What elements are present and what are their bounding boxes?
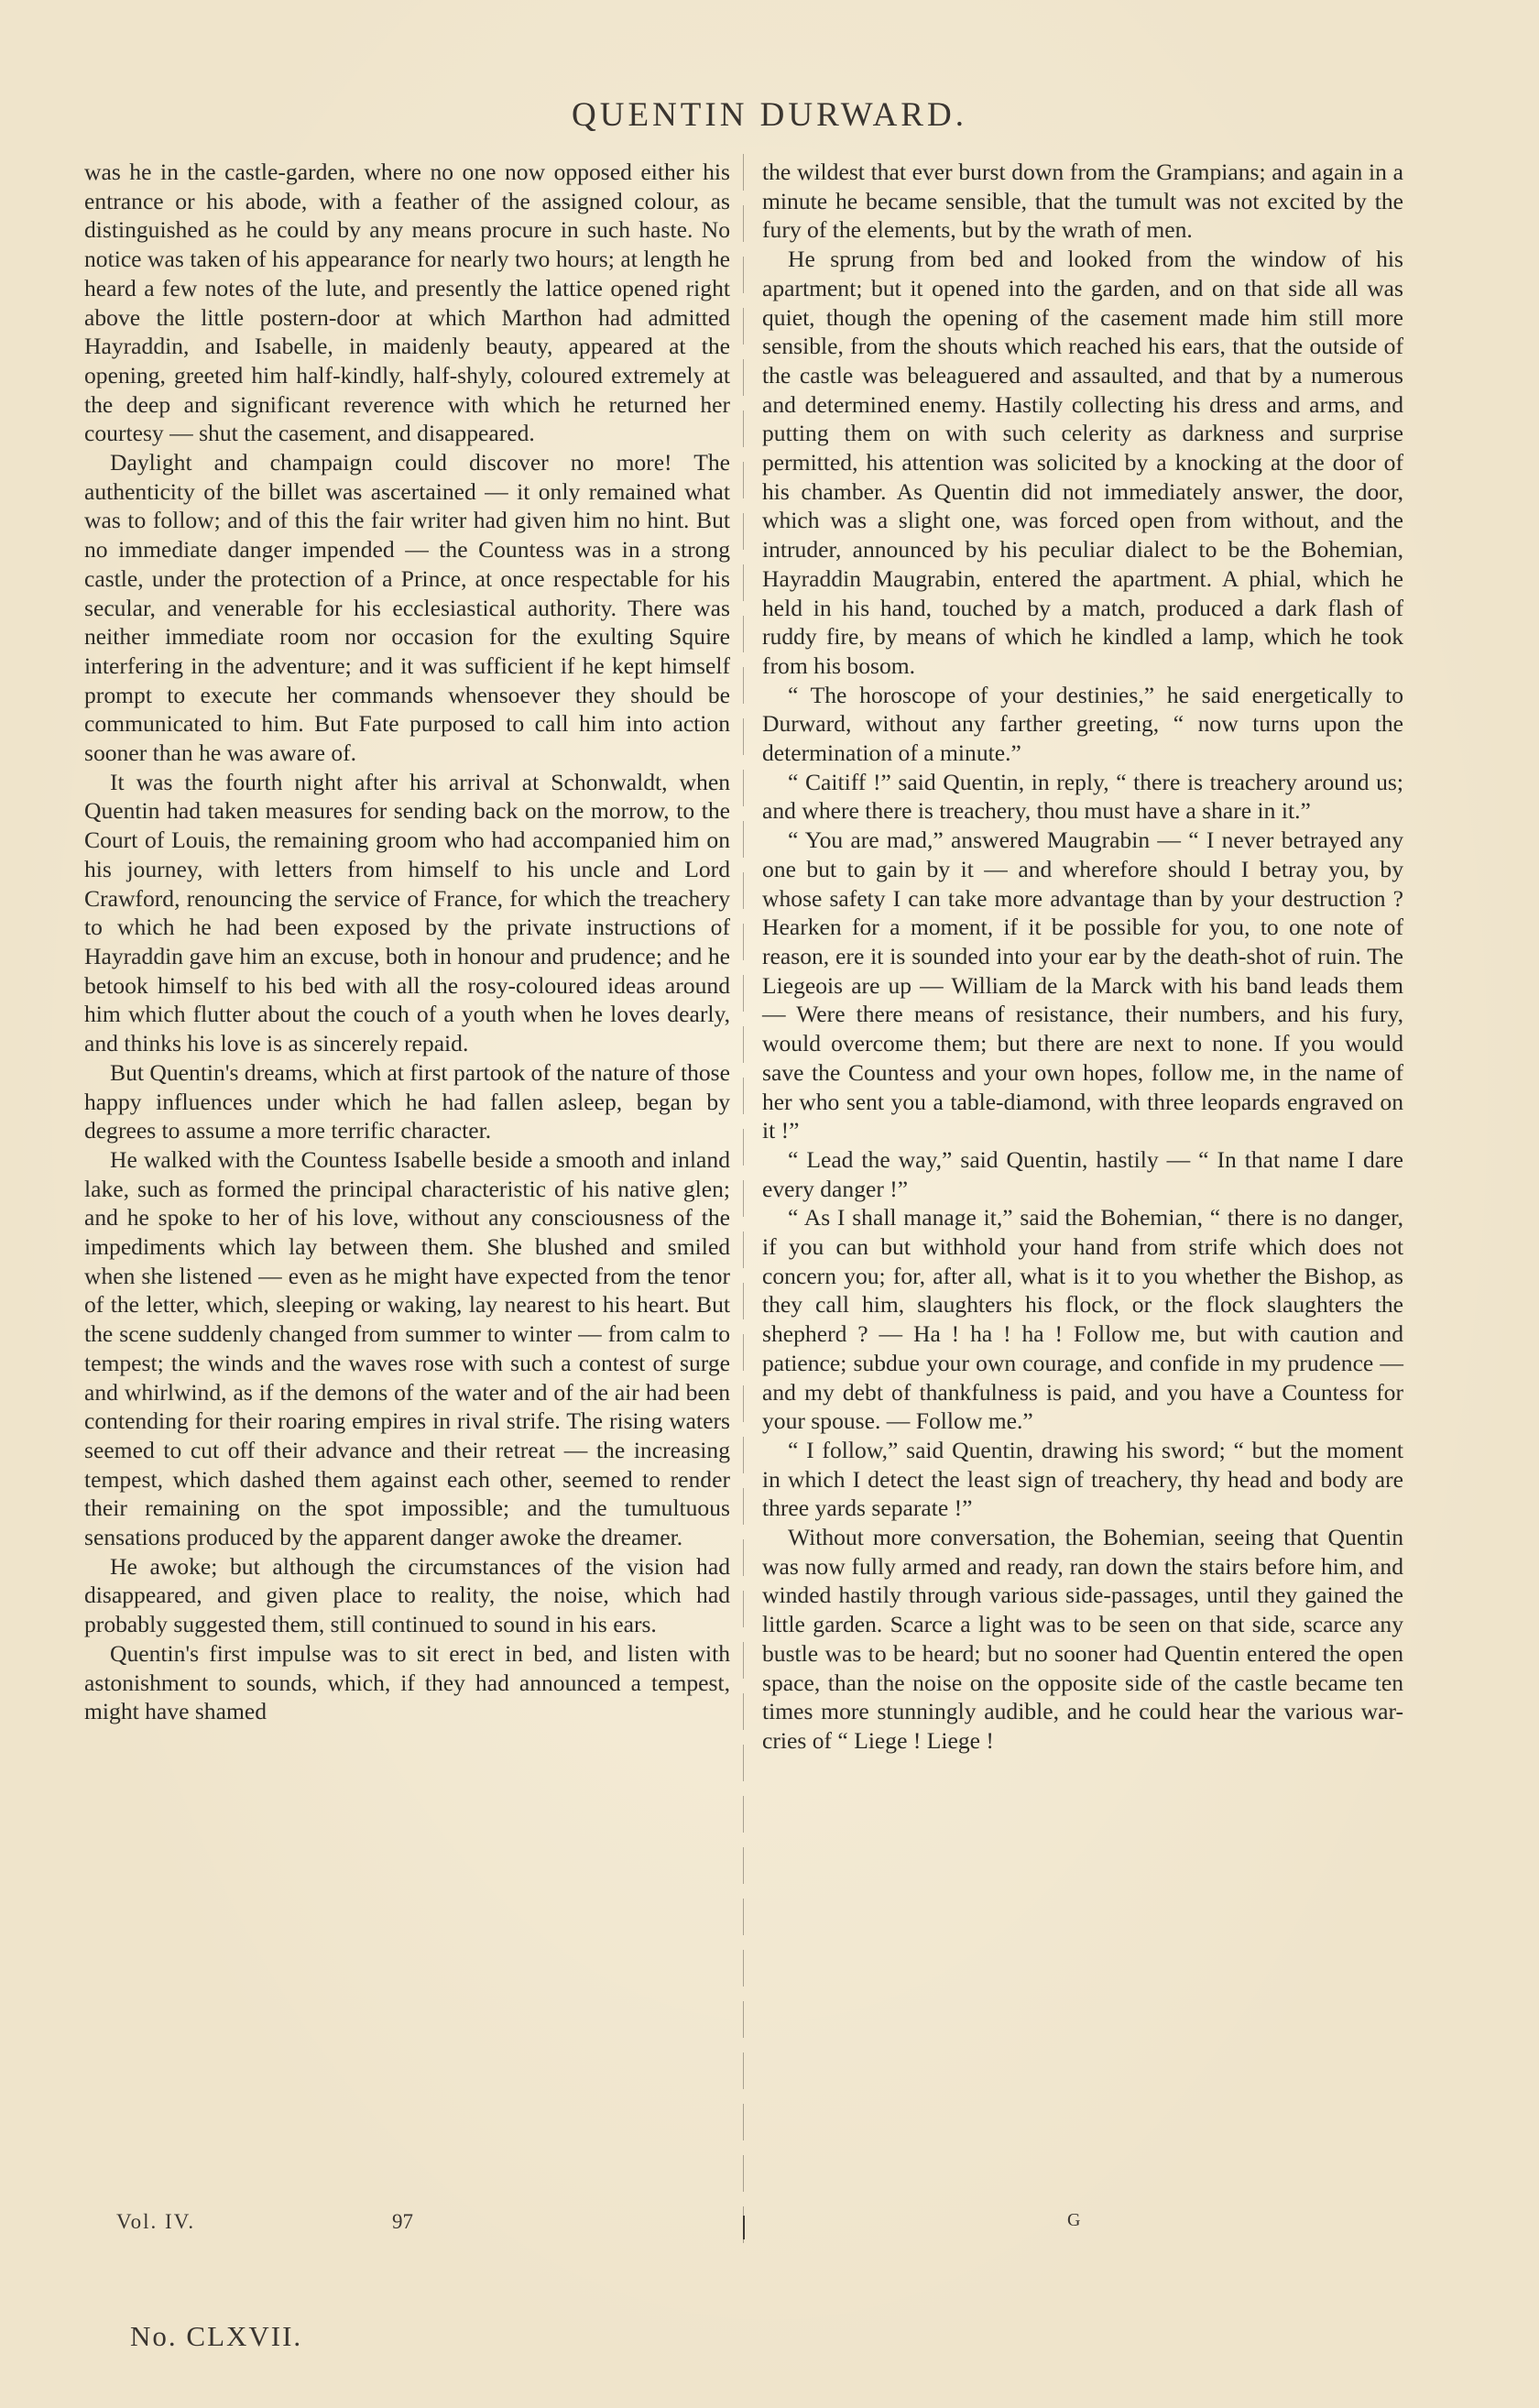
paragraph: He awoke; but although the circumstances of the vision had disappeared, and given place to reality, the noise, which had probably suggested them, still continued to sound in his ears. bbox=[84, 1552, 730, 1638]
paragraph: Daylight and champaign could discover no more! The authenticity of the billet was ascertained — it only remained what was to follow; and of this the fair writer had given him no hint. But no immediate danger impended — the Countess was in a strong castle, under the protection of a Prince, at once respectable for his secular, and venerable for his ecclesiastical authority. There was neither immediate room nor occasion for the exulting Squire interfering in the adventure; and it was sufficient if he kept himself prompt to execute her commands whensoever they should be communicated to him. But Fate purposed to call him into action sooner than he was aware of. bbox=[84, 449, 730, 767]
paragraph: “ Lead the way,” said Quentin, hastily — “ In that name I dare every danger !” bbox=[762, 1145, 1403, 1202]
paragraph: He walked with the Countess Isabelle beside a smooth and inland lake, such as formed the principal characteristic of his native glen; and he spoke to her of his love, without any consciousness of the impediments which lay between them. She blushed and smiled when she listened — even as he might have expected from the tenor of the letter, which, sleeping or waking, lay nearest to his heart. But the scene suddenly changed from summer to winter — from calm to tempest; the winds and the waves rose with such a contest of surge and whirlwind, as if the demons of the water and of the air had been contending for their roaring empires in rival strife. The rising waters seemed to cut off their advance and their retreat — the increasing tempest, which dashed them against each other, seemed to render their remaining on the spot impossible; and the tumultuous sensations produced by the apparent danger awoke the dreamer. bbox=[84, 1145, 730, 1551]
left-column bbox=[84, 158, 730, 1726]
paragraph: “ Caitiff !” said Quentin, in reply, “ there is treachery around us; and where there is treachery, thou must have a share in it.” bbox=[762, 768, 1403, 825]
paragraph: was he in the castle-garden, where no one now opposed either his entrance or his abode, with a feather of the assigned colour, as distinguished as he could by any means procure in such haste. No notice was taken of his appearance for nearly two hours; at length he heard a few notes of the lute, and presently the lattice opened right above the little postern-door at which Marthon had admitted Hayraddin, and Isabelle, in maidenly beauty, appeared at the opening, greeted him half-kindly, half-shyly, coloured extremely at the deep and significant reverence with which he returned her courtesy — shut the casement, and disappeared. bbox=[84, 159, 730, 447]
paragraph: Quentin's first impulse was to sit erect in bed, and listen with astonishment to sounds, which, if they had announced a tempest, might have shamed bbox=[84, 1639, 730, 1725]
paragraph: It was the fourth night after his arrival at Schonwaldt, when Quentin had taken measures for sending back on the morrow, to the Court of Louis, the remaining groom who had accompanied him on his journey, with letters from himself to his uncle and Lord Crawford, renouncing the service of France, for which the treachery to which he had been exposed by the private instructions of Hayraddin gave him an excuse, both in honour and prudence; and he betook himself to his bed with all the rosy-coloured ideas around him which flutter about the couch of a youth when he loves dearly, and thinks his love is as sincerely repaid. bbox=[84, 768, 730, 1057]
running-header: QUENTIN DURWARD. bbox=[572, 96, 967, 134]
paragraph: He sprung from bed and looked from the window of his apartment; but it opened into the garden, and on that side all was quiet, though the opening of the casement made him still more sensible, from the shouts which reached his ears, that the outside of the castle was beleaguered and assaulted, and that by a numerous and determined enemy. Hastily collecting his dress and arms, and putting them on with such celerity as darkness and surprise permitted, his attention was solicited by a knocking at the door of his chamber. As Quentin did not immediately answer, the door, which was a slight one, was forced open from without, and the intruder, announced by his peculiar dialect to be the Bohemian, Hayraddin Maugrabin, entered the apartment. A phial, which he held in his hand, touched by a match, produced a dark flash of ruddy fire, by means of which he kindled a lamp, which he took from his bosom. bbox=[762, 246, 1403, 679]
paragraph: “ I follow,” said Quentin, drawing his sword; “ but the moment in which I detect the least sign of treachery, thy head and body are three yards separate !” bbox=[762, 1436, 1403, 1522]
paragraph: “ As I shall manage it,” said the Bohemian, “ there is no danger, if you can but withhold your hand from strife which does not concern you; for, after all, what is it to you whether the Bishop, as they call him, slaughters his flock, or the flock slaughters the shepherd ? — Ha ! ha ! ha ! Follow me, but with caution and patience; subdue your own courage, and confide in my prudence — and my debt of thankfulness is paid, and you have a Countess for your spouse. — Follow me.” bbox=[762, 1204, 1403, 1435]
footer-rule bbox=[743, 2216, 745, 2239]
paragraph: “ You are mad,” answered Maugrabin — “ I never betrayed any one but to gain by it — and wherefore should I betray you, by whose safety I can take more advantage than by your destruction ? Hearken for a moment, if it be possible for you, to one note of reason, ere it is sounded into your ear by the death-shot of ruin. The Liegeois are up — William de la Marck with his band leads them — Were there means of resistance, their numbers, and his fury, would overcome them; but there are next to none. If you would save the Countess and your own hopes, follow me, in the name of her who sent you a table-diamond, with three leopards engraved on it !” bbox=[762, 826, 1403, 1144]
signature-mark: G bbox=[1067, 2210, 1081, 2230]
page-number: 97 bbox=[392, 2210, 413, 2233]
column-rule bbox=[743, 154, 744, 2252]
paragraph: Without more conversation, the Bohemian, seeing that Quentin was now fully armed and ready, ran down the stairs before him, and winded hastily through various side-passages, until they gained the little garden. Scarce a light was to be seen on that side, scarce any bustle was to be heard; but no sooner had Quentin entered the open space, than the noise on the opposite side of the castle became ten times more stunningly audible, and he could hear the various war-cries of “ Liege ! Liege ! bbox=[762, 1524, 1403, 1754]
paragraph: the wildest that ever burst down from the Grampians; and again in a minute he became sensible, that the tumult was not excited by the fury of the elements, but by the wrath of men. bbox=[762, 159, 1403, 244]
issue-number: No. CLXVII. bbox=[130, 2320, 303, 2352]
paragraph: But Quentin's dreams, which at first partook of the nature of those happy influences under which he had fallen asleep, began by degrees to assume a more terrific character. bbox=[84, 1058, 730, 1144]
volume-label: Vol. IV. bbox=[116, 2210, 196, 2233]
right-column bbox=[762, 158, 1403, 1756]
paragraph: “ The horoscope of your destinies,” he said energetically to Durward, without any farther greeting, “ now turns upon the determination of a minute.” bbox=[762, 681, 1403, 767]
